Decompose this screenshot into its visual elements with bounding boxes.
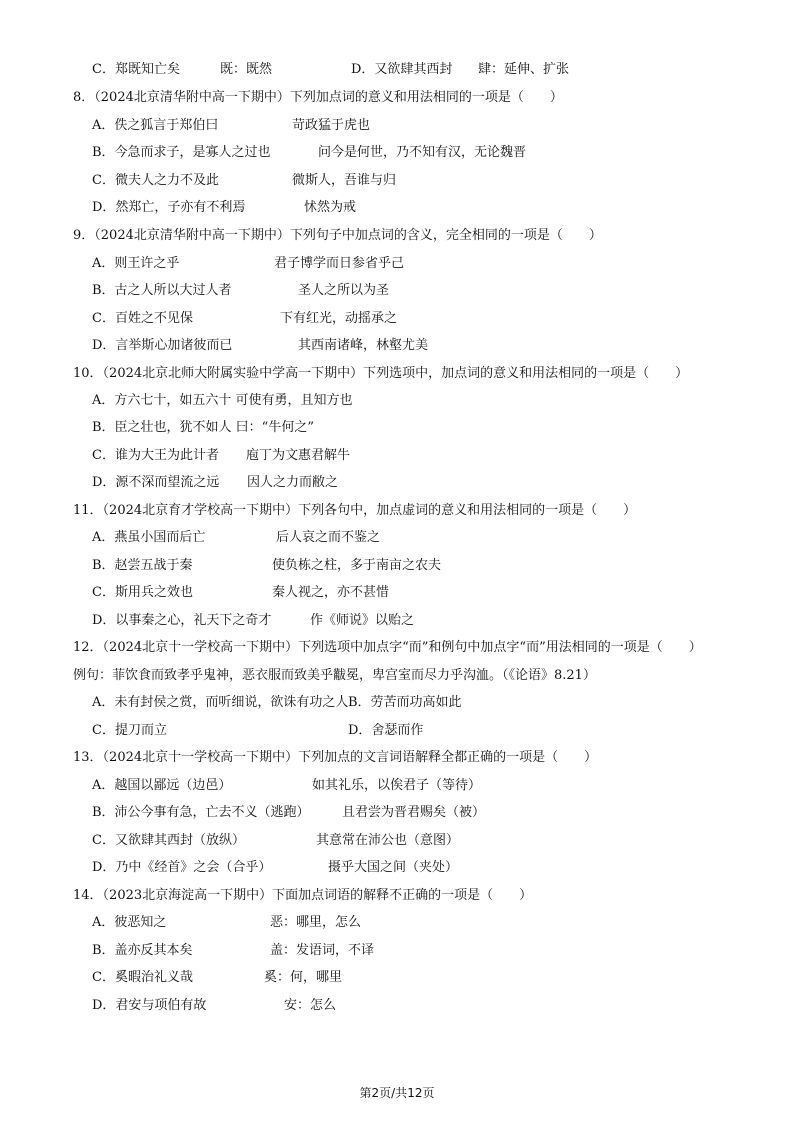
- option-line: C．郑既知亡矣 既：既然 D．又欲肆其西封 肆：延伸、扩张: [92, 62, 570, 77]
- question-stem: 10．（2024北京北师大附属实验中学高一下期中）下列选项中，加点词的意义和用法相同的一项是（ ）: [73, 366, 689, 381]
- question-stem: 14．（2023北京海淀高一下期中）下面加点词语的解释不正确的一项是（ ）: [73, 888, 533, 903]
- option-line: A．未有封侯之赏，而听细说，欲诛有功之人 B．劳苦而功高如此: [92, 695, 462, 710]
- question-stem: 12．（2024北京十一学校高一下期中）下列选项中加点字“而”和例句中加点字“而”用法相同的一项是（ ）: [73, 640, 702, 655]
- option-line: A．燕虽小国而后亡 后人哀之而不鉴之: [92, 530, 381, 545]
- page-number: 第2页/共12页: [359, 1086, 435, 1100]
- question-stem: 11．（2024北京育才学校高一下期中）下列各句中，加点虚词的意义和用法相同的一项是（ ）: [73, 503, 637, 518]
- option-line: B．古之人所以大过人者 圣人之所以为圣: [92, 283, 390, 298]
- option-line: B．盖亦反其本矣 盖：发语词，不译: [92, 943, 375, 958]
- option-line: B．赵尝五战于秦 使负栋之柱，多于南亩之农夫: [92, 558, 442, 573]
- option-line: C．斯用兵之效也 秦人视之，亦不甚惜: [92, 585, 390, 600]
- option-line: D．以事秦之心，礼天下之奇才 作《师说》以贻之: [92, 613, 415, 628]
- option-line: C．谁为大王为此计者 庖丁为文惠君解牛: [92, 448, 351, 463]
- question-stem: 13．（2024北京十一学校高一下期中）下列加点的文言词语解释全都正确的一项是（ ）: [73, 750, 598, 765]
- option-line: C．微夫人之力不及此 微斯人，吾谁与归: [92, 173, 397, 188]
- question-stem: 8．（2024北京清华附中高一下期中）下列加点词的意义和用法相同的一项是（ ）: [73, 90, 563, 105]
- example-sentence: 例句：菲饮食而致孝乎鬼神，恶衣服而致美乎黻冕，卑宫室而尽力乎沟洫。（《论语》8.21）: [73, 668, 596, 683]
- option-line: B．今急而求子，是寡人之过也 问今是何世，乃不知有汉，无论魏晋: [92, 145, 527, 160]
- option-line: A．越国以鄙远（边邑） 如其礼乐，以俟君子（等待）: [92, 778, 482, 793]
- option-line: D．君安与项伯有故 安：怎么: [92, 998, 337, 1013]
- option-line: A．彼恶知之 恶：哪里，怎么: [92, 915, 362, 930]
- option-line: B．臣之壮也，犹不如人 曰：“牛何之”: [92, 420, 314, 435]
- option-line: D．然郑亡，子亦有不利焉 怵然为戒: [92, 200, 357, 215]
- option-line: D．源不深而望流之远 因人之力而敝之: [92, 475, 339, 490]
- option-line: C．百姓之不见保 下有红光，动摇承之: [92, 311, 398, 326]
- option-line: D．言举斯心加诸彼而已 其西南诸峰，林壑尤美: [92, 338, 429, 353]
- option-line: B．沛公今事有急，亡去不义（逃跑） 且君尝为晋君赐矣（被）: [92, 805, 486, 820]
- option-line: A．佚之狐言于郑伯曰 苛政猛于虎也: [92, 118, 371, 133]
- option-line: D．乃中《经首》之会（合乎） 摄乎大国之间（夹处）: [92, 860, 459, 875]
- question-stem: 9．（2024北京清华附中高一下期中）下列句子中加点词的含义，完全相同的一项是（ ）: [73, 228, 602, 243]
- option-line: A．方六七十，如五六十 可使有勇，且知方也: [92, 393, 353, 408]
- option-line: C．奚暇治礼义哉 奚：何，哪里: [92, 970, 343, 985]
- option-line: A．则王许之乎 君子博学而日参省乎己: [92, 256, 405, 271]
- option-line: C．提刀而立 D．舍瑟而作: [92, 723, 424, 738]
- option-line: C．又欲肆其西封（放纵） 其意常在沛公也（意图）: [92, 833, 460, 848]
